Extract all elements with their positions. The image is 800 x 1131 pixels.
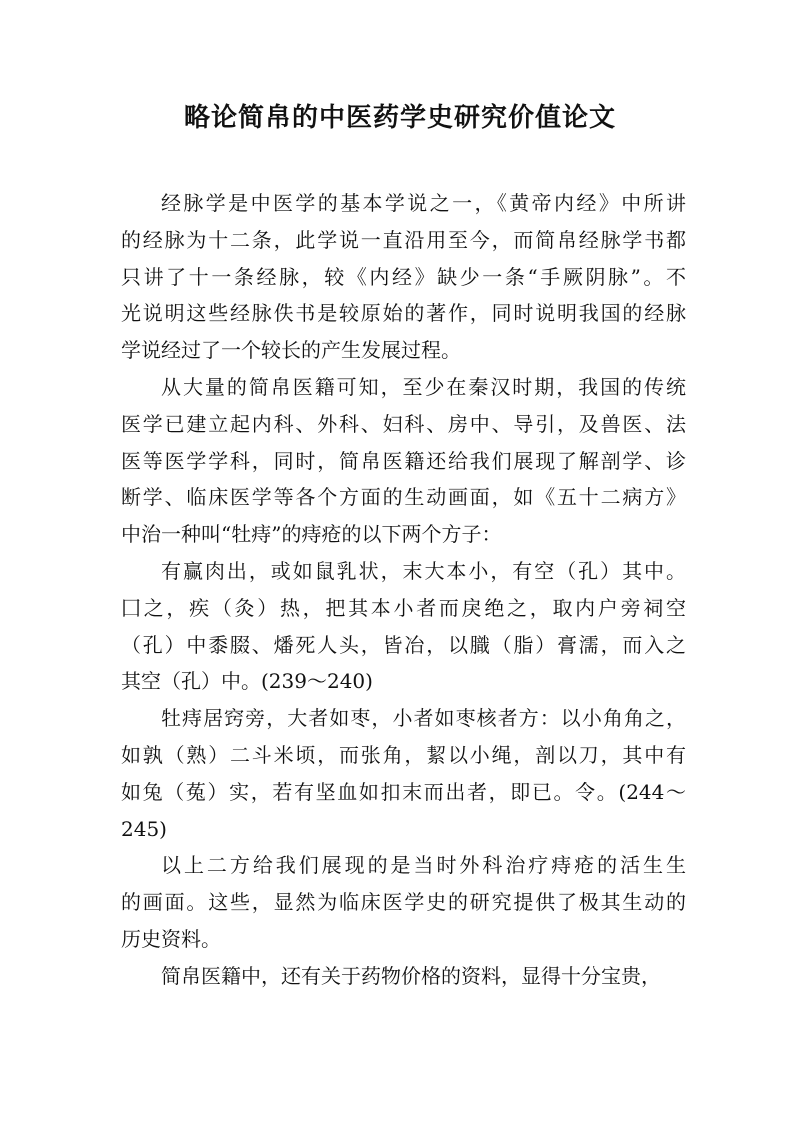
text-line: 牡痔居窍旁，大者如枣，小者如枣核者方：以小角角之，: [161, 706, 686, 731]
document-body: [121, 185, 686, 995]
text-line: 有赢肉出，或如鼠乳状，末大本小，有空（孔）其中。: [161, 558, 686, 583]
text-line: 245): [121, 816, 167, 841]
text-line: 学说经过了一个较长的产生发展过程。: [121, 338, 461, 363]
text-line: 经脉学是中医学的基本学说之一，《黄帝内经》中所讲: [161, 191, 686, 215]
text-line: 医等医学学科，同时，简帛医籍还给我们展现了解剖学、诊: [121, 448, 686, 473]
text-line: 断学、临床医学等各个方面的生动画面，如《五十二病方》: [121, 485, 686, 510]
text-line: 的画面。这些，显然为临床医学史的研究提供了极其生动的: [121, 890, 686, 915]
paragraph: [121, 958, 686, 995]
text-line: 如孰（熟）二斗米顷，而张角，絜以小绳，剖以刀，其中有: [121, 742, 686, 767]
paragraph: [121, 369, 686, 553]
text-line: 简帛医籍中，还有关于药物价格的资料，显得十分宝贵，: [161, 963, 661, 988]
text-line: 其空（孔）中。(239～240): [121, 669, 373, 694]
text-line: 如兔（菟）实，若有坚血如扣末而出者，即已。令。(244～: [121, 779, 686, 804]
text-line: 以上二方给我们展现的是当时外科治疗痔疮的活生生: [161, 853, 686, 878]
text-line: 历史资料。: [121, 926, 221, 951]
paragraph: [121, 553, 686, 700]
text-line: 的经脉为十二条，此学说一直沿用至今，而简帛经脉学书都: [121, 227, 686, 252]
text-line: 从大量的简帛医籍可知，至少在秦汉时期，我国的传统: [161, 374, 686, 399]
text-line: （孔）中黍腏、燔死人头，皆冶，以膱（脂）膏濡，而入之: [121, 632, 686, 657]
document-title: 略论简帛的中医药学史研究价值论文: [183, 103, 616, 133]
text-line: 囗之，疾（灸）热，把其本小者而戾绝之，取内户旁祠空: [121, 595, 686, 620]
paragraph: [121, 185, 686, 369]
text-line: 只讲了十一条经脉，较《内经》缺少一条“手厥阴脉”。不: [121, 264, 686, 289]
text-line: 光说明这些经脉佚书是较原始的著作，同时说明我国的经脉: [121, 301, 686, 326]
paragraph: [121, 847, 686, 957]
paragraph: [121, 700, 686, 847]
text-line: 中治一种叫“牡痔”的痔疮的以下两个方子：: [121, 522, 502, 547]
text-line: 医学已建立起内科、外科、妇科、房中、导引，及兽医、法: [121, 411, 686, 436]
